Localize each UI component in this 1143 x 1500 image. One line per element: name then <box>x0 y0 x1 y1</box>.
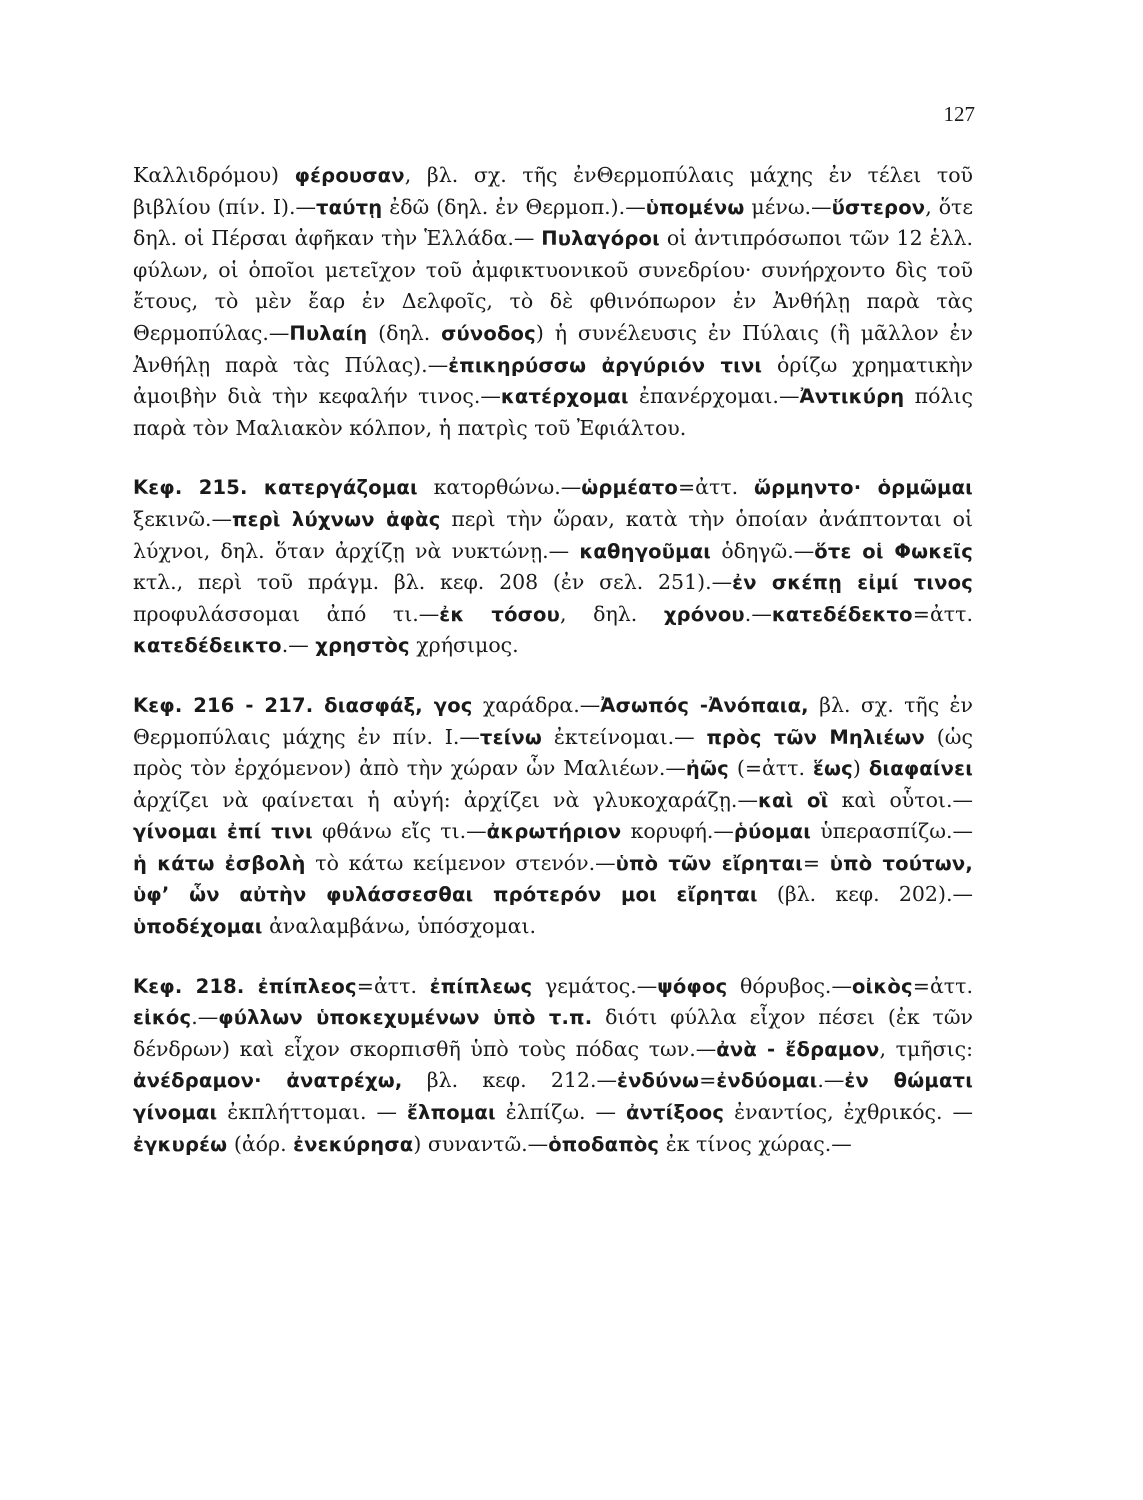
gloss-text: ἀρχίζει νὰ φαίνεται ἡ αὐγή: ἀρχίζει νὰ γλυκοχαράζῃ.— <box>133 787 758 812</box>
gloss-text: =ἀττ. <box>677 475 755 500</box>
headword: ἀκρωτήριον <box>486 820 622 844</box>
gloss-text: .— <box>281 633 316 658</box>
headword: Ἀσωπός -Ἀνόπαια, <box>600 693 809 717</box>
headword: ὑπὸ τῶν εἴρηται <box>615 851 803 875</box>
headword: Ἀντικύρη <box>799 385 905 409</box>
headword: ὑποδέχομαι <box>133 915 263 939</box>
headword: Κεφ. 215. κατεργάζομαι <box>133 476 418 500</box>
gloss-text: , βλ. σχ. τῆς ἐνΘερμοπύλαις μάχης ἐν τέλει τοῦ βιβλίου (πίν. Ι).— <box>133 163 974 219</box>
headword: ἠῶς <box>685 757 729 781</box>
gloss-text: ) ἡ συνέλευσις ἐν Πύλαις (ἢ μᾶλλον ἐν Ἀνθήλῃ παρὰ τὰς Πύλας).— <box>133 320 973 377</box>
headword: τείνω <box>479 725 543 749</box>
headword: κατέρχομαι <box>500 385 629 409</box>
paragraph-callidromos <box>133 160 973 444</box>
gloss-text: ἐλπίζω. — <box>495 1100 626 1125</box>
headword: ἐνεκύρησα <box>293 1132 414 1156</box>
paragraph-chapter-218 <box>133 971 973 1161</box>
gloss-text: ἀναλαμβάνω, ὑπόσχομαι. <box>262 914 537 939</box>
gloss-text: ὁδηγῶ.— <box>711 538 815 563</box>
headword: ἐνδύομαι <box>716 1069 818 1093</box>
headword: ψόφος <box>657 974 728 998</box>
gloss-text: = <box>699 1068 717 1093</box>
headword: ὑπὸ τούτων, ὑφ’ ὧν αὐτὴν φυλάσσεσθαι πρότερόν μοι εἴρηται <box>133 851 973 907</box>
gloss-text: (δηλ. <box>367 320 442 345</box>
gloss-text: ἐκτείνομαι.— <box>542 724 707 749</box>
gloss-text: ἐκπλήττομαι. — <box>217 1100 407 1125</box>
gloss-text: =ἀττ. <box>912 973 973 998</box>
gloss-text: Καλλιδρόμου) <box>133 163 295 187</box>
gloss-text: , τμῆσις: <box>879 1036 973 1061</box>
gloss-text: χρήσιμος. <box>409 633 519 658</box>
gloss-text: = <box>802 850 830 875</box>
headword: ὕστερον <box>831 195 926 219</box>
headword: κατεδέδεικτο <box>133 634 282 658</box>
headword: οἰκὸς <box>851 974 913 998</box>
gloss-text: ἐναντίος, ἐχθρικός. — <box>724 1100 974 1125</box>
gloss-text: κατορθώνω.— <box>417 475 582 500</box>
gloss-text: διότι φύλλα εἶχον πέσει (ἐκ τῶν δένδρων) καὶ εἶχον σκορπισθῆ ὑπὸ τοὺς πόδας των.— <box>133 1005 973 1061</box>
headword: χρηστὸς <box>315 634 410 658</box>
headword: εἰκός <box>133 1006 192 1030</box>
headword: ἐπίπλεως <box>429 974 533 998</box>
gloss-text: (βλ. κεφ. 202).— <box>757 882 973 907</box>
headword: γίνομαι ἐπί τινι <box>133 820 313 844</box>
gloss-text: φθάνω εἴς τι.— <box>312 819 487 844</box>
gloss-text: ) συναντῶ.— <box>413 1131 549 1156</box>
gloss-text: , δηλ. <box>560 601 664 626</box>
headword: ῥύομαι <box>733 820 811 844</box>
headword: ὥρμηντο· ὁρμῶμαι <box>754 476 973 500</box>
headword: ἀνέδραμον· ἀνατρέχω, <box>133 1069 403 1093</box>
headword: ὁποδαπὸς <box>548 1132 660 1156</box>
gloss-text: ὑπερασπίζω.— <box>811 819 973 844</box>
headword: ἀνὰ - ἔδραμον <box>716 1037 880 1061</box>
headword: περὶ λύχνων ἁφὰς <box>231 507 441 531</box>
headword: Πυλαγόροι <box>541 227 660 251</box>
gloss-text: ξεκινῶ.— <box>133 506 232 531</box>
gloss-text: =ἀττ. <box>356 973 430 998</box>
headword: φύλλων ὑποκεχυμένων ὑπὸ τ.π. <box>218 1006 593 1030</box>
gloss-text: περὶ τὴν ὥραν, κατὰ τὴν ὁποίαν ἀνάπτονται οἱ λύχνοι, δηλ. ὅταν ἀρχίζῃ νὰ νυκτώνῃ.— <box>133 506 973 563</box>
headword: φέρουσαν <box>294 164 405 187</box>
gloss-text: .— <box>191 1005 219 1030</box>
headword: ὅτε οἱ Φωκεῖς <box>814 539 973 563</box>
headword: ἐν θώματι γίνομαι <box>133 1069 973 1125</box>
gloss-text: =ἀττ. <box>912 601 973 626</box>
headword: πρὸς τῶν Μηλιέων <box>706 725 926 749</box>
gloss-text: μένω.— <box>744 194 832 219</box>
gloss-text: ὁρίζω χρηματικὴν ἀμοιβὴν διὰ τὴν κεφαλήν τινος.— <box>133 352 974 409</box>
gloss-text: προφυλάσσομαι ἀπό τι.— <box>133 601 440 626</box>
page-number: 127 <box>943 102 975 126</box>
headword: ἐκ τόσου <box>439 602 561 626</box>
gloss-text: (=ἀττ. <box>728 756 813 781</box>
gloss-text: ἐπανέρχομαι.— <box>628 384 800 409</box>
gloss-text: καὶ οὗτοι.— <box>828 787 973 812</box>
headword: κατεδέδεκτο <box>771 602 913 626</box>
paragraph-chapter-215 <box>133 472 973 662</box>
headword: ἡ κάτω ἐσβολὴ <box>133 851 306 875</box>
gloss-text: ἐκ τίνος χώρας.— <box>659 1131 852 1156</box>
gloss-text: θόρυβος.— <box>727 973 852 998</box>
gloss-text: (ὡς πρὸς τὸν ἐρχόμενον) ἀπὸ τὴν χώραν ὧν Μαλιέων.— <box>133 724 974 781</box>
headword: Κεφ. 218. ἐπίπλεος <box>133 974 357 998</box>
gloss-text: βλ. σχ. τῆς ἐν Θερμοπύλαις μάχης ἐν πίν. Ι.— <box>133 692 973 749</box>
gloss-text: βλ. κεφ. 212.— <box>402 1068 618 1093</box>
headword: ὑπομένω <box>645 195 745 219</box>
gloss-text: γεμάτος.— <box>532 973 658 998</box>
headword: ἕως <box>812 757 853 781</box>
headword: ἐνδύνω <box>617 1069 700 1093</box>
gloss-text: .— <box>744 601 772 626</box>
gloss-text: οἱ ἀντιπρόσωποι τῶν 12 ἑλλ. φύλων, οἱ ὁποῖοι μετεῖχον τοῦ ἀμφικτυονικοῦ συνεδρίου· συνήρχοντο δὶς τοῦ ἔτους, τὸ μὲν ἔαρ ἐν Δελφοῖς, τὸ δὲ φθινόπωρον ἐν Ἀνθήλῃ παρὰ τὰς Θερμοπύλας.— <box>133 226 974 345</box>
headword: καθηγοῦμαι <box>579 539 712 563</box>
gloss-text: τὸ κάτω κείμενον στενόν.— <box>305 850 616 875</box>
page-body <box>133 160 973 1160</box>
gloss-text: ) <box>852 756 869 781</box>
headword: Πυλαίη <box>289 321 368 345</box>
headword: ἐν σκέπῃ εἰμί τινος <box>732 571 973 595</box>
headword: διαφαίνει <box>868 757 974 781</box>
paragraph-chapter-216-217 <box>133 690 973 943</box>
gloss-text: , ὅτε δηλ. οἱ Πέρσαι ἀφῆκαν τὴν Ἑλλάδα.— <box>133 194 973 251</box>
headword: σύνοδος <box>441 321 536 345</box>
gloss-text: ἐδῶ (δηλ. ἐν Θερμοπ.).— <box>382 194 646 219</box>
gloss-text: (ἀόρ. <box>227 1131 294 1156</box>
gloss-text: κτλ., περὶ τοῦ πράγμ. βλ. κεφ. 208 (ἐν σελ. 251).— <box>133 570 733 595</box>
headword: χρόνου <box>663 602 745 626</box>
headword: ὡρμέατο <box>581 476 678 500</box>
gloss-text: χαράδρα.— <box>472 692 601 717</box>
headword: ἐγκυρέω <box>133 1132 228 1156</box>
headword: ἀντίξοος <box>625 1101 725 1125</box>
gloss-text: κορυφή.— <box>621 819 734 844</box>
headword: καὶ οἳ <box>757 788 829 812</box>
headword: Κεφ. 216 - 217. διασφάξ, γος <box>133 693 473 717</box>
gloss-text: πόλις παρὰ τὸν Μαλιακὸν κόλπον, ἡ πατρὶς τοῦ Ἐφιάλτου. <box>133 384 974 440</box>
headword: ἐπικηρύσσω ἀργύριόν τινι <box>448 353 763 377</box>
headword: ἔλπομαι <box>406 1101 496 1125</box>
gloss-text: .— <box>817 1068 845 1093</box>
headword: ταύτῃ <box>315 195 383 219</box>
